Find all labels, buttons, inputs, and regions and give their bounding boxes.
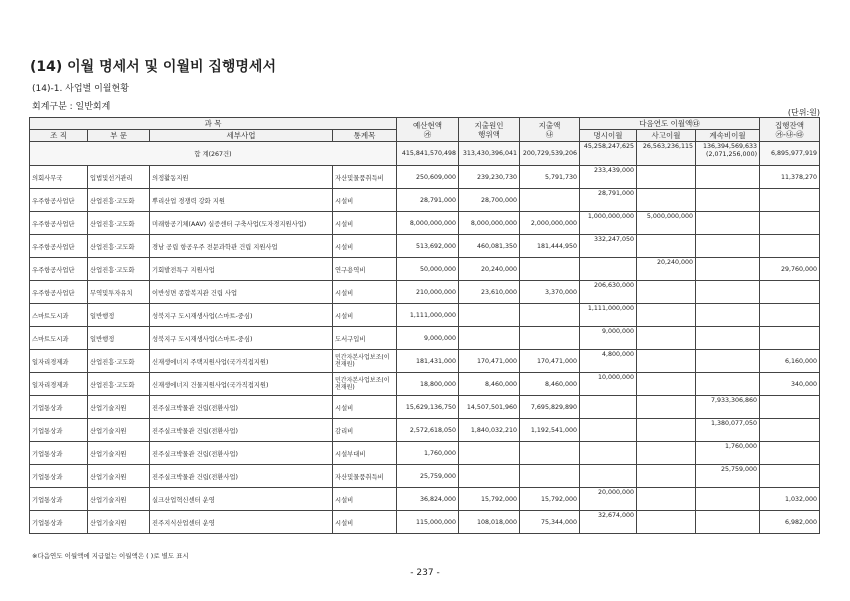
table-row xyxy=(30,442,820,465)
row-org: 기업통상과 xyxy=(30,488,88,511)
row-accident xyxy=(637,419,696,442)
row-stat: 시설비 xyxy=(333,281,397,304)
row-balance: 6,982,000 xyxy=(760,511,820,534)
header-accident: 사고이월 xyxy=(637,130,696,142)
row-continued xyxy=(696,212,760,235)
row-balance xyxy=(760,281,820,304)
row-explicit xyxy=(580,258,637,281)
row-org: 기업통상과 xyxy=(30,511,88,534)
row-balance xyxy=(760,304,820,327)
row-continued xyxy=(696,235,760,258)
row-balance xyxy=(760,235,820,258)
table-row xyxy=(30,373,820,396)
table-row xyxy=(30,281,820,304)
row-balance xyxy=(760,442,820,465)
row-expend: 181,444,950 xyxy=(520,235,580,258)
row-accident xyxy=(637,511,696,534)
row-budget: 28,791,000 xyxy=(397,189,459,212)
row-project: 진주실크박물관 건립(전환사업) xyxy=(150,442,333,465)
row-balance xyxy=(760,212,820,235)
row-dept: 무역및투자유치 xyxy=(88,281,150,304)
row-cause xyxy=(459,465,520,488)
row-project: 성북지구 도시재생사업(스마트-중심) xyxy=(150,327,333,350)
row-cause xyxy=(459,442,520,465)
row-expend: 2,000,000,000 xyxy=(520,212,580,235)
unit-label: (단위:원) xyxy=(787,108,820,117)
row-project: 진주실크박물관 건립(전환사업) xyxy=(150,465,333,488)
account-type: 회계구분 : 일반회계 xyxy=(32,102,111,112)
carryover-table xyxy=(29,117,820,534)
header-subject: 과 목 xyxy=(30,118,397,130)
row-stat: 감리비 xyxy=(333,419,397,442)
row-accident xyxy=(637,235,696,258)
total-label: 합 계(267건) xyxy=(30,142,397,166)
total-row xyxy=(30,142,820,166)
row-stat: 시설비 xyxy=(333,396,397,419)
row-project: 진주실크박물관 건립(전환사업) xyxy=(150,396,333,419)
header-budget: 예산현액 ㉮ xyxy=(397,118,459,142)
row-expend xyxy=(520,258,580,281)
row-explicit: 1,000,000,000 xyxy=(580,212,637,235)
header-balance: 집행잔액 ㉮-㉯-㉰ xyxy=(760,118,820,142)
header-org: 조 직 xyxy=(30,130,88,142)
row-explicit: 233,439,000 xyxy=(580,166,637,189)
row-continued xyxy=(696,327,760,350)
row-expend xyxy=(520,304,580,327)
row-dept: 산업진흥·고도화 xyxy=(88,235,150,258)
row-budget: 210,000,000 xyxy=(397,281,459,304)
row-budget: 181,431,000 xyxy=(397,350,459,373)
row-expend: 75,344,000 xyxy=(520,511,580,534)
row-continued xyxy=(696,166,760,189)
table-row xyxy=(30,488,820,511)
row-budget: 18,800,000 xyxy=(397,373,459,396)
row-dept: 산업기술지원 xyxy=(88,442,150,465)
row-cause: 8,000,000,000 xyxy=(459,212,520,235)
row-project: 진주지식산업센터 운영 xyxy=(150,511,333,534)
row-explicit: 20,000,000 xyxy=(580,488,637,511)
row-org: 우주항공사업단 xyxy=(30,235,88,258)
total-budget: 415,841,570,498 xyxy=(397,142,459,166)
header-carry-group: 다음연도 이월액㉰ xyxy=(580,118,760,130)
row-budget: 25,759,000 xyxy=(397,465,459,488)
total-continued-sub: (2,071,256,000) xyxy=(706,151,758,158)
table-row xyxy=(30,212,820,235)
row-dept: 산업기술지원 xyxy=(88,488,150,511)
row-stat: 시설비 xyxy=(333,511,397,534)
row-stat: 연구용역비 xyxy=(333,258,397,281)
row-expend: 7,695,829,890 xyxy=(520,396,580,419)
row-cause xyxy=(459,304,520,327)
row-project: 뿌리산업 경쟁력 강화 지원 xyxy=(150,189,333,212)
row-explicit: 28,791,000 xyxy=(580,189,637,212)
row-explicit: 1,111,000,000 xyxy=(580,304,637,327)
row-dept: 산업기술지원 xyxy=(88,419,150,442)
row-explicit: 206,630,000 xyxy=(580,281,637,304)
row-project: 진주실크박물관 건립(전환사업) xyxy=(150,419,333,442)
row-project: 미래항공기체(AAV) 실증센터 구축사업(도자경지원사업) xyxy=(150,212,333,235)
row-cause: 8,460,000 xyxy=(459,373,520,396)
row-cause: 23,610,000 xyxy=(459,281,520,304)
row-cause: 108,018,000 xyxy=(459,511,520,534)
total-cause: 313,430,396,041 xyxy=(459,142,520,166)
row-org: 기업통상과 xyxy=(30,419,88,442)
row-balance: 29,760,000 xyxy=(760,258,820,281)
row-dept: 일반행정 xyxy=(88,327,150,350)
total-continued xyxy=(696,142,760,166)
row-budget: 1,760,000 xyxy=(397,442,459,465)
row-expend: 1,192,541,000 xyxy=(520,419,580,442)
row-dept: 산업기술지원 xyxy=(88,396,150,419)
row-cause: 14,507,501,960 xyxy=(459,396,520,419)
table-row xyxy=(30,166,820,189)
row-cause: 28,700,000 xyxy=(459,189,520,212)
row-accident xyxy=(637,488,696,511)
row-accident xyxy=(637,465,696,488)
header-cause: 지출원인 행위액 xyxy=(459,118,520,142)
row-cause: 1,840,032,210 xyxy=(459,419,520,442)
header-dept: 부 문 xyxy=(88,130,150,142)
row-stat: 시설비 xyxy=(333,488,397,511)
row-continued: 25,759,000 xyxy=(696,465,760,488)
row-expend xyxy=(520,465,580,488)
row-stat: 민간자본사업보조(이전재원) xyxy=(333,350,397,373)
row-accident xyxy=(637,350,696,373)
row-budget: 15,629,136,750 xyxy=(397,396,459,419)
row-org: 우주항공사업단 xyxy=(30,212,88,235)
row-cause: 15,792,000 xyxy=(459,488,520,511)
row-org: 우주항공사업단 xyxy=(30,258,88,281)
row-budget: 115,000,000 xyxy=(397,511,459,534)
header-explicit: 명시이월 xyxy=(580,130,637,142)
row-balance xyxy=(760,419,820,442)
row-project: 성북지구 도시재생사업(스마트-중심) xyxy=(150,304,333,327)
table-row xyxy=(30,304,820,327)
row-budget: 8,000,000,000 xyxy=(397,212,459,235)
row-expend: 15,792,000 xyxy=(520,488,580,511)
row-budget: 513,692,000 xyxy=(397,235,459,258)
row-stat: 시설부대비 xyxy=(333,442,397,465)
row-org: 기업통상과 xyxy=(30,442,88,465)
header-stat: 통계목 xyxy=(333,130,397,142)
total-continued-value: 136,394,569,633 xyxy=(702,143,758,150)
row-continued xyxy=(696,258,760,281)
row-explicit xyxy=(580,419,637,442)
row-balance: 6,160,000 xyxy=(760,350,820,373)
row-budget: 2,572,618,050 xyxy=(397,419,459,442)
row-project: 경남 공립 항공우주 전문과학관 건립 지원사업 xyxy=(150,235,333,258)
row-explicit: 10,000,000 xyxy=(580,373,637,396)
row-stat: 시설비 xyxy=(333,189,397,212)
row-dept: 산업진흥·고도화 xyxy=(88,373,150,396)
row-dept: 일반행정 xyxy=(88,304,150,327)
row-org: 우주항공사업단 xyxy=(30,281,88,304)
table-row xyxy=(30,327,820,350)
row-project: 실크산업혁신센터 운영 xyxy=(150,488,333,511)
row-accident: 5,000,000,000 xyxy=(637,212,696,235)
row-continued xyxy=(696,511,760,534)
row-project: 신재생에너지 건물지원사업(국가직접지원) xyxy=(150,373,333,396)
row-stat: 민간자본사업보조(이전재원) xyxy=(333,373,397,396)
row-continued: 7,933,306,860 xyxy=(696,396,760,419)
row-dept: 입법및선거관리 xyxy=(88,166,150,189)
row-continued: 1,380,077,050 xyxy=(696,419,760,442)
row-org: 기업통상과 xyxy=(30,465,88,488)
row-continued: 1,760,000 xyxy=(696,442,760,465)
row-explicit xyxy=(580,442,637,465)
row-budget: 9,000,000 xyxy=(397,327,459,350)
row-balance xyxy=(760,327,820,350)
row-accident xyxy=(637,189,696,212)
row-accident xyxy=(637,304,696,327)
total-accident: 26,563,236,115 xyxy=(637,142,696,166)
table-row xyxy=(30,258,820,281)
section-subtitle: (14)-1. 사업별 이월현황 xyxy=(32,84,129,94)
table-row xyxy=(30,465,820,488)
row-accident xyxy=(637,373,696,396)
row-dept: 산업진흥·고도화 xyxy=(88,258,150,281)
row-project: 기회발전특구 지원사업 xyxy=(150,258,333,281)
row-cause: 239,230,730 xyxy=(459,166,520,189)
row-accident xyxy=(637,327,696,350)
table-row xyxy=(30,396,820,419)
row-explicit: 9,000,000 xyxy=(580,327,637,350)
row-expend xyxy=(520,442,580,465)
total-expend: 200,729,539,206 xyxy=(520,142,580,166)
header-expend: 지출액 ㉯ xyxy=(520,118,580,142)
total-explicit: 45,258,247,625 xyxy=(580,142,637,166)
header-project: 세부사업 xyxy=(150,130,333,142)
row-cause: 170,471,000 xyxy=(459,350,520,373)
table-row xyxy=(30,235,820,258)
table-row xyxy=(30,511,820,534)
row-dept: 산업기술지원 xyxy=(88,465,150,488)
row-cause: 460,081,350 xyxy=(459,235,520,258)
row-explicit xyxy=(580,465,637,488)
row-org: 스마트도시과 xyxy=(30,304,88,327)
row-balance: 1,032,000 xyxy=(760,488,820,511)
row-explicit: 32,674,000 xyxy=(580,511,637,534)
row-balance xyxy=(760,189,820,212)
row-expend xyxy=(520,189,580,212)
row-accident xyxy=(637,166,696,189)
row-balance xyxy=(760,396,820,419)
row-stat: 자산및물품취득비 xyxy=(333,465,397,488)
row-explicit: 332,247,050 xyxy=(580,235,637,258)
row-stat: 자산및물품취득비 xyxy=(333,166,397,189)
row-expend: 5,791,730 xyxy=(520,166,580,189)
row-continued xyxy=(696,281,760,304)
table-row xyxy=(30,419,820,442)
row-org: 기업통상과 xyxy=(30,396,88,419)
row-budget: 36,824,000 xyxy=(397,488,459,511)
row-project: 의정활동지원 xyxy=(150,166,333,189)
row-continued xyxy=(696,488,760,511)
row-accident xyxy=(637,442,696,465)
row-budget: 50,000,000 xyxy=(397,258,459,281)
row-accident xyxy=(637,281,696,304)
row-cause: 20,240,000 xyxy=(459,258,520,281)
row-org: 우주항공사업단 xyxy=(30,189,88,212)
total-balance: 6,895,977,919 xyxy=(760,142,820,166)
row-expend: 3,370,000 xyxy=(520,281,580,304)
page-title: (14) 이월 명세서 및 이월비 집행명세서 xyxy=(30,59,276,75)
table-row xyxy=(30,189,820,212)
row-expend: 8,460,000 xyxy=(520,373,580,396)
row-expend: 170,471,000 xyxy=(520,350,580,373)
row-dept: 산업진흥·고도화 xyxy=(88,189,150,212)
row-org: 의회사무국 xyxy=(30,166,88,189)
row-stat: 도서구입비 xyxy=(333,327,397,350)
row-continued xyxy=(696,304,760,327)
row-stat: 시설비 xyxy=(333,304,397,327)
row-dept: 산업진흥·고도화 xyxy=(88,212,150,235)
row-org: 스마트도시과 xyxy=(30,327,88,350)
row-continued xyxy=(696,189,760,212)
row-project: 이반성면 종합복지관 건립 사업 xyxy=(150,281,333,304)
row-accident: 20,240,000 xyxy=(637,258,696,281)
row-accident xyxy=(637,396,696,419)
row-dept: 산업기술지원 xyxy=(88,511,150,534)
page-number: - 237 - xyxy=(410,568,440,578)
row-project: 신재생에너지 주택지원사업(국가직접지원) xyxy=(150,350,333,373)
row-budget: 1,111,000,000 xyxy=(397,304,459,327)
row-explicit xyxy=(580,396,637,419)
header-continued: 계속비이월 xyxy=(696,130,760,142)
row-expend xyxy=(520,327,580,350)
row-org: 일자리경제과 xyxy=(30,373,88,396)
row-balance xyxy=(760,465,820,488)
row-org: 일자리경제과 xyxy=(30,350,88,373)
table-row xyxy=(30,350,820,373)
row-balance: 340,000 xyxy=(760,373,820,396)
row-dept: 산업진흥·고도화 xyxy=(88,350,150,373)
row-continued xyxy=(696,373,760,396)
footnote: ※다음연도 이월액에 지급없는 이월액은 ( )로 별도 표시 xyxy=(32,552,189,560)
row-continued xyxy=(696,350,760,373)
row-cause xyxy=(459,327,520,350)
row-budget: 250,609,000 xyxy=(397,166,459,189)
row-explicit: 4,800,000 xyxy=(580,350,637,373)
row-balance: 11,378,270 xyxy=(760,166,820,189)
row-stat: 시설비 xyxy=(333,235,397,258)
row-stat: 시설비 xyxy=(333,212,397,235)
